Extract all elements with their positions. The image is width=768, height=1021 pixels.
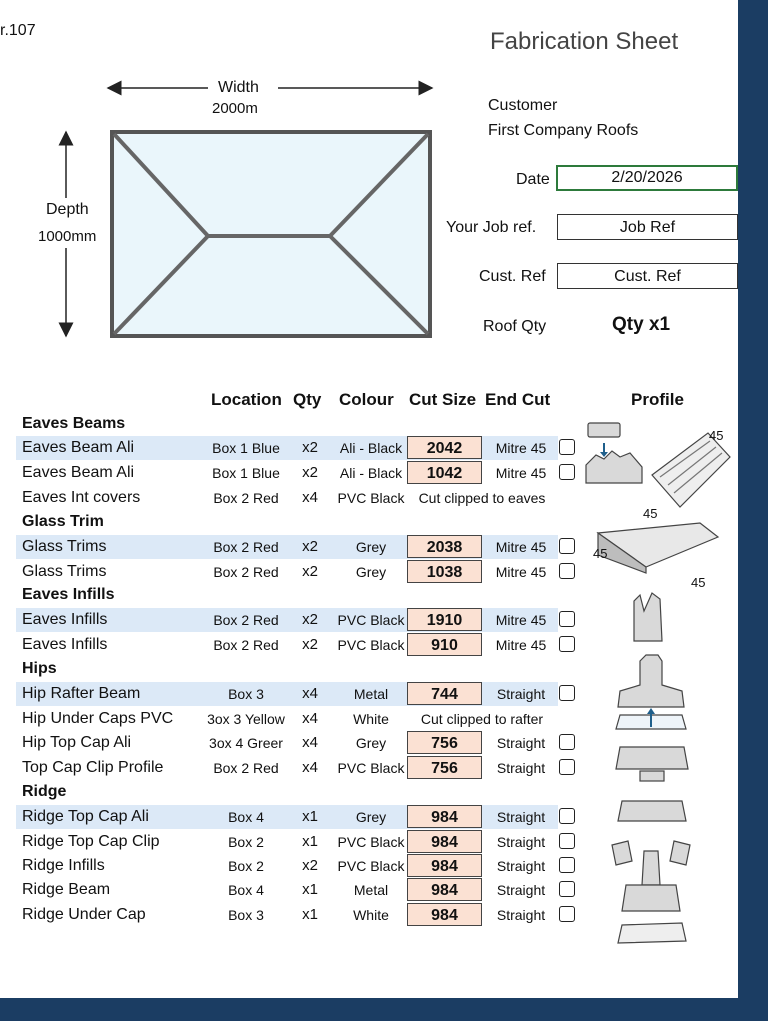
part-colour: PVC Black — [337, 834, 405, 850]
job-ref-field[interactable]: Job Ref — [557, 214, 738, 240]
done-checkbox[interactable] — [559, 906, 575, 922]
table-row — [16, 830, 558, 854]
angle-label: 45 — [691, 575, 706, 590]
part-cut-size: 1042 — [407, 461, 482, 484]
col-qty: Qty — [293, 390, 322, 409]
part-colour: Metal — [353, 882, 389, 898]
part-cut-size: 2038 — [407, 535, 482, 558]
part-name: Top Cap Clip Profile — [22, 759, 164, 776]
part-location: Box 3 — [228, 907, 264, 923]
part-qty: x4 — [302, 734, 318, 751]
part-colour: Grey — [355, 809, 387, 825]
date-field[interactable]: 2/20/2026 — [556, 165, 738, 191]
part-name: Hip Top Cap Ali — [22, 734, 132, 751]
part-name: Hip Rafter Beam — [22, 685, 141, 702]
hip-rafter-profile — [618, 655, 684, 707]
part-qty: x2 — [302, 439, 318, 456]
part-qty: x2 — [302, 563, 318, 580]
part-end-cut: Straight — [496, 882, 546, 898]
part-qty: x4 — [302, 710, 318, 727]
part-location: Box 2 Red — [213, 760, 279, 776]
part-name: Hip Under Caps PVC — [22, 710, 174, 727]
angle-label: 45 — [593, 546, 608, 561]
done-checkbox[interactable] — [559, 636, 575, 652]
part-note: Cut clipped to eaves — [418, 490, 546, 506]
table-row — [16, 903, 558, 927]
eaves-infill-profile — [634, 593, 662, 641]
ridge-top-cap-profile — [618, 801, 686, 821]
part-name: Eaves Infills — [22, 636, 108, 653]
part-location: Box 1 Blue — [212, 465, 280, 481]
part-end-cut: Straight — [496, 809, 546, 825]
part-name: Glass Trims — [22, 538, 107, 555]
part-colour: Ali - Black — [339, 440, 403, 456]
part-location: Box 3 — [228, 686, 264, 702]
done-checkbox[interactable] — [559, 881, 575, 897]
col-end-cut: End Cut — [485, 390, 551, 409]
part-end-cut: Straight — [496, 907, 546, 923]
part-cut-size: 984 — [407, 805, 482, 828]
part-cut-size: 756 — [407, 756, 482, 779]
part-cut-size: 984 — [407, 903, 482, 926]
part-colour: Grey — [355, 735, 387, 751]
part-qty: x4 — [302, 685, 318, 702]
section-eaves-infills: Eaves Infills — [22, 586, 115, 603]
part-name: Glass Trims — [22, 563, 107, 580]
part-colour: PVC Black — [337, 760, 405, 776]
done-checkbox[interactable] — [559, 439, 575, 455]
depth-value: 1000mm — [38, 228, 97, 245]
part-colour: PVC Black — [337, 612, 405, 628]
part-qty: x2 — [302, 464, 318, 481]
table-row — [16, 756, 558, 780]
angle-label: 45 — [709, 428, 724, 443]
part-qty: x1 — [302, 808, 318, 825]
done-checkbox[interactable] — [559, 857, 575, 873]
section-ridge: Ridge — [22, 783, 67, 800]
customer-name: First Company Roofs — [488, 122, 639, 139]
depth-label: Depth — [46, 201, 89, 218]
part-cut-size: 2042 — [407, 436, 482, 459]
part-end-cut: Straight — [496, 760, 546, 776]
customer-label: Customer — [488, 97, 558, 114]
part-note: Cut clipped to rafter — [420, 711, 544, 727]
roof-qty-value: Qty x1 — [612, 314, 671, 335]
done-checkbox[interactable] — [559, 808, 575, 824]
part-cut-size: 1038 — [407, 560, 482, 583]
part-qty: x2 — [302, 538, 318, 555]
part-name: Ridge Top Cap Clip — [22, 833, 160, 850]
table-row — [16, 535, 558, 559]
done-checkbox[interactable] — [559, 833, 575, 849]
part-name: Eaves Infills — [22, 611, 108, 628]
roof-qty-label: Roof Qty — [483, 318, 547, 335]
done-checkbox[interactable] — [559, 759, 575, 775]
eaves-beam-profile — [586, 423, 642, 483]
part-name: Ridge Under Cap — [22, 906, 146, 923]
part-qty: x1 — [302, 833, 318, 850]
part-location: Box 2 Red — [213, 490, 279, 506]
width-value: 2000m — [212, 100, 258, 117]
table-row — [16, 854, 558, 878]
section-glass-trim: Glass Trim — [22, 513, 104, 530]
part-cut-size: 1910 — [407, 608, 482, 631]
table-row — [16, 560, 558, 584]
hip-under-cap-profile — [616, 708, 686, 729]
eaves-beam-3d — [652, 433, 730, 507]
part-colour: PVC Black — [337, 858, 405, 874]
part-qty: x2 — [302, 611, 318, 628]
part-cut-size: 984 — [407, 878, 482, 901]
part-location: Box 2 Red — [213, 637, 279, 653]
part-name: Ridge Infills — [22, 857, 105, 874]
part-colour: Metal — [353, 686, 389, 702]
job-ref-label: Your Job ref. — [446, 219, 537, 236]
hip-top-cap-profile — [616, 747, 688, 781]
done-checkbox[interactable] — [559, 611, 575, 627]
table-row — [16, 805, 558, 829]
part-end-cut: Straight — [496, 735, 546, 751]
part-qty: x4 — [302, 759, 318, 776]
part-colour: PVC Black — [337, 490, 405, 506]
part-end-cut: Mitre 45 — [495, 465, 547, 481]
version-label: r.107 — [0, 22, 36, 39]
part-name: Ridge Beam — [22, 881, 111, 898]
table-row — [16, 461, 558, 485]
done-checkbox[interactable] — [559, 563, 575, 579]
part-location: Box 2 Red — [213, 539, 279, 555]
table-row — [16, 682, 558, 706]
ridge-assembly-profile — [612, 841, 690, 943]
part-end-cut: Straight — [496, 686, 546, 702]
part-location: Box 2 — [228, 858, 264, 874]
section-eaves-beams: Eaves Beams — [22, 415, 126, 432]
table-row — [16, 731, 558, 755]
col-cut-size: Cut Size — [409, 390, 477, 409]
col-location: Location — [211, 390, 282, 409]
date-label: Date — [516, 171, 550, 188]
part-end-cut: Mitre 45 — [495, 612, 547, 628]
part-colour: PVC Black — [337, 637, 405, 653]
cust-ref-label: Cust. Ref — [479, 268, 546, 285]
angle-label: 45 — [643, 506, 658, 521]
done-checkbox[interactable] — [559, 538, 575, 554]
part-cut-size: 984 — [407, 830, 482, 853]
part-end-cut: Mitre 45 — [495, 539, 547, 555]
part-end-cut: Mitre 45 — [495, 564, 547, 580]
part-cut-size: 910 — [407, 633, 482, 656]
part-end-cut: Straight — [496, 858, 546, 874]
table-row — [16, 608, 558, 632]
table-row — [16, 633, 558, 657]
part-qty: x1 — [302, 906, 318, 923]
part-location: Box 4 — [228, 809, 264, 825]
part-qty: x2 — [302, 636, 318, 653]
part-location: 3ox 3 Yellow — [207, 711, 285, 727]
part-colour: Grey — [355, 539, 387, 555]
part-name: Ridge Top Cap Ali — [22, 808, 149, 825]
part-end-cut: Mitre 45 — [495, 440, 547, 456]
col-colour: Colour — [339, 390, 394, 409]
part-location: Box 2 — [228, 834, 264, 850]
cust-ref-field[interactable]: Cust. Ref — [557, 263, 738, 289]
done-checkbox[interactable] — [559, 464, 575, 480]
table-row — [16, 707, 558, 731]
part-cut-size: 756 — [407, 731, 482, 754]
part-name: Eaves Beam Ali — [22, 464, 135, 481]
width-label: Width — [218, 79, 259, 96]
part-colour: White — [353, 711, 389, 727]
part-cut-size: 744 — [407, 682, 482, 705]
part-qty: x2 — [302, 857, 318, 874]
part-colour: White — [353, 907, 389, 923]
part-location: Box 2 Red — [213, 564, 279, 580]
part-end-cut: Mitre 45 — [495, 637, 547, 653]
section-hips: Hips — [22, 660, 57, 677]
part-colour: Ali - Black — [339, 465, 403, 481]
done-checkbox[interactable] — [559, 685, 575, 701]
col-profile: Profile — [631, 390, 684, 409]
part-location: Box 2 Red — [213, 612, 279, 628]
page-title: Fabrication Sheet — [490, 28, 679, 55]
part-qty: x4 — [302, 489, 318, 506]
part-location: 3ox 4 Greer — [209, 735, 283, 751]
glass-trim-profile — [598, 523, 718, 573]
part-end-cut: Straight — [496, 834, 546, 850]
part-name: Eaves Beam Ali — [22, 439, 135, 456]
part-location: Box 4 — [228, 882, 264, 898]
table-row — [16, 486, 558, 510]
part-cut-size: 984 — [407, 854, 482, 877]
table-row — [16, 878, 558, 902]
part-name: Eaves Int covers — [22, 489, 141, 506]
part-location: Box 1 Blue — [212, 440, 280, 456]
part-colour: Grey — [355, 564, 387, 580]
part-qty: x1 — [302, 881, 318, 898]
profile-illustrations — [582, 415, 738, 950]
table-row — [16, 436, 558, 460]
done-checkbox[interactable] — [559, 734, 575, 750]
